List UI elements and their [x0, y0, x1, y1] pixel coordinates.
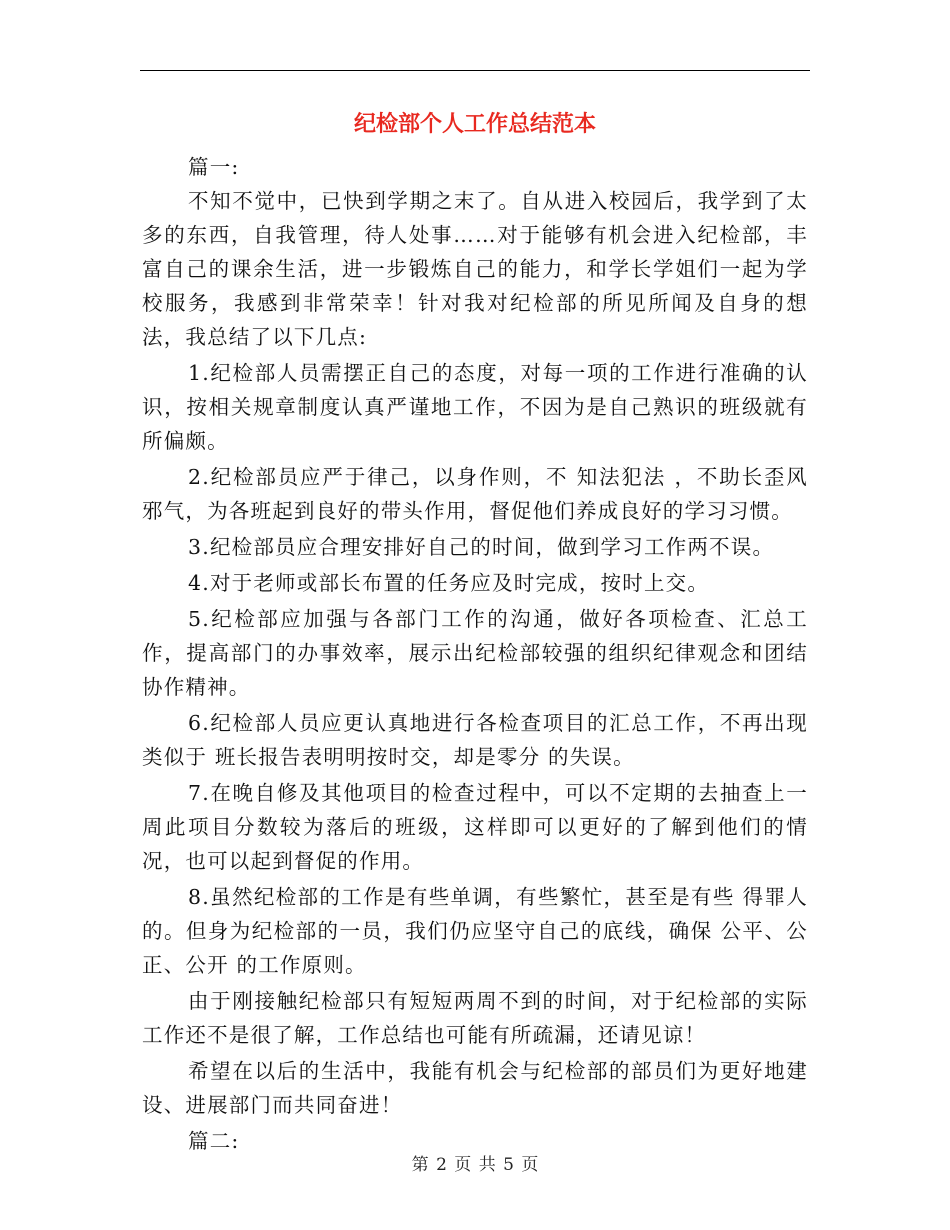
paragraph-point-4: 4.对于老师或部长布置的任务应及时完成，按时上交。 — [188, 571, 710, 595]
paragraph-intro: 不知不觉中，已快到学期之末了。自从进入校园后，我学到了太多的东西，自我管理，待人处事……对于能够有机会进入纪检部，丰富自己的课余生活，进一步锻炼自己的能力，和学长学姐们一起为学校服务，我感到非常荣幸！针对我对纪检部的所见所闻及自身的想法，我总结了以下几点: — [142, 189, 808, 349]
paragraph-point-6: 6.纪检部人员应更认真地进行各检查项目的汇总工作，不再出现类似于 班长报告表明明按时交，却是零分 的失误。 — [142, 711, 808, 769]
section-heading-1: 篇一: — [188, 155, 240, 179]
paragraph-point-1: 1.纪检部人员需摆正自己的态度，对每一项的工作进行准确的认识，按相关规章制度认真严谨地工作，不因为是自己熟识的班级就有所偏颇。 — [142, 361, 808, 453]
page-indicator: 第 2 页 共 5 页 — [411, 1155, 539, 1175]
paragraph-point-2: 2.纪检部员应严于律己，以身作则，不 知法犯法 ，不助长歪风邪气，为各班起到良好的带头作用，督促他们养成良好的学习习惯。 — [142, 465, 808, 523]
document-body — [142, 150, 808, 1158]
section-heading-2: 篇二: — [188, 1129, 240, 1153]
paragraph-apology: 由于刚接触纪检部只有短短两周不到的时间，对于纪检部的实际工作还不是很了解，工作总结也可能有所疏漏，还请见谅！ — [142, 989, 808, 1047]
paragraph-point-7: 7.在晚自修及其他项目的检查过程中，可以不定期的去抽查上一周此项目分数较为落后的班级，这样即可以更好的了解到他们的情况，也可以起到督促的作用。 — [142, 781, 808, 873]
header-rule — [140, 70, 810, 71]
paragraph-point-5: 5.纪检部应加强与各部门工作的沟通，做好各项检查、汇总工作，提高部门的办事效率，展示出纪检部较强的组织纪律观念和团结协作精神。 — [142, 607, 808, 699]
paragraph-point-3: 3.纪检部员应合理安排好自己的时间，做到学习工作两不误。 — [188, 535, 775, 559]
paragraph-point-8: 8.虽然纪检部的工作是有些单调，有些繁忙，甚至是有些 得罪人的。但身为纪检部的一员，我们仍应坚守自己的底线，确保 公平、公正、公开 的工作原则。 — [142, 885, 808, 977]
document-title: 纪检部个人工作总结范本 — [353, 112, 596, 137]
paragraph-hope: 希望在以后的生活中，我能有机会与纪检部的部员们为更好地建设、进展部门而共同奋进！ — [142, 1059, 808, 1117]
